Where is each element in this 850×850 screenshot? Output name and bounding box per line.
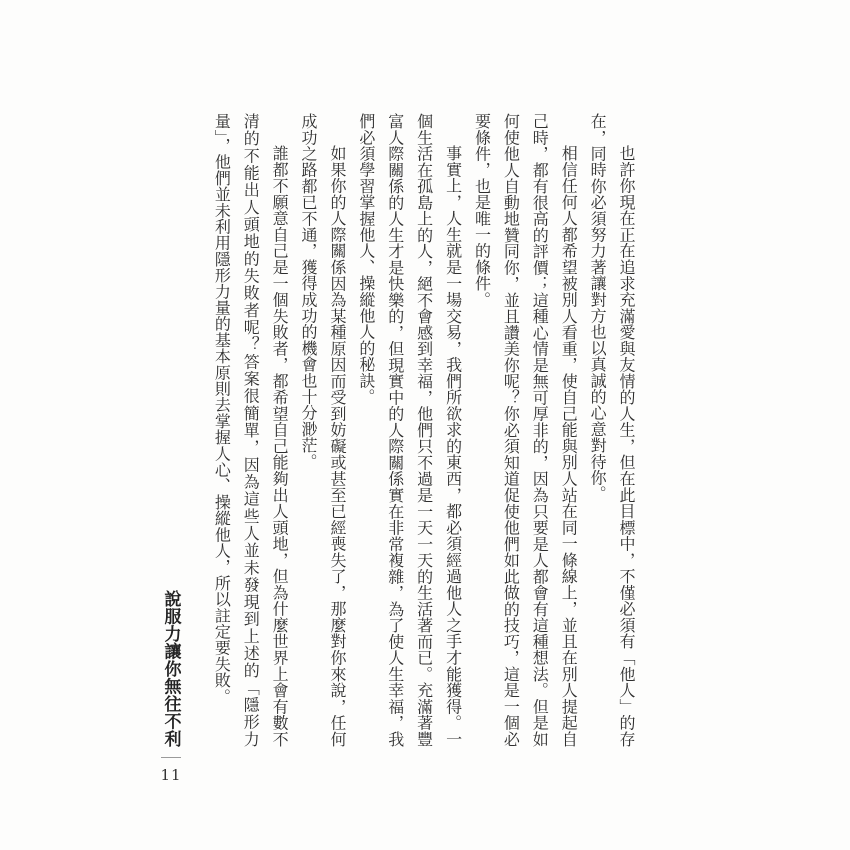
footer-divider (161, 757, 181, 758)
body-text-block (206, 113, 640, 747)
paragraph: 事實上，人生就是一場交易，我們所欲求的東西，都必須經過他人之手才能獲得。一個生活在孤島上的人，絕不會感到幸福，他們只不過是一天一天的生活著而已。充滿著豐富人際關係的人生才是快樂的，但現實中的人際關係實在非常複雜，為了使人生幸福，我們必須學習掌握他人、操縱他人的秘訣。 (356, 113, 463, 747)
running-title: 說服力讓你無往不利 (160, 590, 181, 748)
paragraph: 相信任何人都希望被別人看重，使自己能與別人站在同一條線上，並且在別人提起自己時，都有很高的評價；這種心情是無可厚非的，因為只要是人都會有這種想法。但是如何使他人自動地贊同你，並且讚美你呢？你必須知道促使他們如此做的技巧，這是一個必要條件，也是唯一的條件。 (472, 113, 579, 747)
paragraph: 誰都不願意自己是一個失敗者，都希望自己能夠出人頭地，但為什麼世界上會有數不清的不能出人頭地的失敗者呢？答案很簡單，因為這些人並未發現到上述的「隱形力量」，他們並未利用隱形力量的基本原則去掌握人心、操縱他人，所以註定要失敗。 (212, 113, 290, 747)
paragraph: 如果你的人際關係因為某種原因而受到妨礙或甚至已經喪失了，那麼對你來說，任何成功之路都已不通，獲得成功的機會也十分渺茫。 (299, 113, 347, 747)
paragraph: 也許你現在正在追求充滿愛與友情的人生，但在此目標中，不僅必須有「他人」的存在，同時你必須努力著讓對方也以真誠的心意對待你。 (588, 113, 636, 747)
page-footer (152, 590, 190, 784)
page-number: 11 (160, 765, 182, 784)
